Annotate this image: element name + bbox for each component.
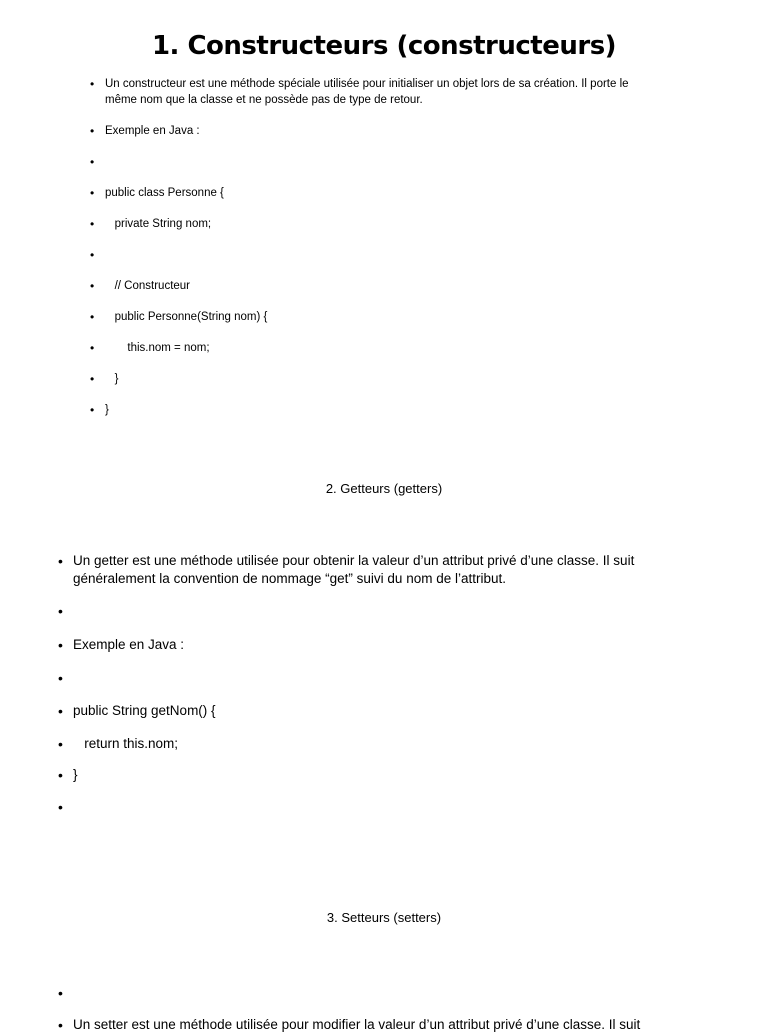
list-item xyxy=(90,76,660,108)
bullet-icon: • xyxy=(58,637,63,653)
list-item-text: Un setter est une méthode utilisée pour modifier la valeur d’un attribut privé d’une classe. Il suit xyxy=(73,1017,641,1032)
list-item xyxy=(90,278,660,294)
setteurs-clipped-line xyxy=(58,1016,698,1033)
list-item xyxy=(90,309,660,325)
bullet-icon: • xyxy=(90,403,95,417)
list-item-text: } xyxy=(105,373,119,385)
list-item-text: public Personne(String nom) { xyxy=(105,311,268,323)
list-item-text: } xyxy=(105,404,109,416)
list-item xyxy=(58,984,648,1002)
list-item-text: Exemple en Java : xyxy=(105,125,200,137)
bullet-icon: • xyxy=(90,341,95,355)
list-item-text: this.nom = nom; xyxy=(105,342,210,354)
page-title: 1. Constructeurs (constructeurs) xyxy=(151,31,617,61)
list-item xyxy=(58,735,648,753)
bullet-icon: • xyxy=(90,248,95,262)
section-heading-getters: 2. Getteurs (getters) xyxy=(325,481,443,496)
bullet-icon: • xyxy=(58,553,63,569)
bullet-icon: • xyxy=(58,670,63,686)
bullet-icon: • xyxy=(90,372,95,386)
bullet-icon: • xyxy=(58,985,63,1001)
bullet-icon: • xyxy=(58,767,63,783)
list-item xyxy=(58,552,648,588)
list-item xyxy=(90,216,660,232)
list-item xyxy=(90,371,660,387)
constructeurs-list xyxy=(90,76,660,418)
list-item-text: Un constructeur est une méthode spéciale utilisée pour initialiser un objet lors de sa création. Il porte le même nom que la classe et ne possède pas de type de retour. xyxy=(105,78,632,106)
list-item xyxy=(58,766,648,784)
list-item xyxy=(58,1016,698,1034)
list-item xyxy=(90,154,660,170)
bullet-icon: • xyxy=(90,155,95,169)
bullet-icon: • xyxy=(90,124,95,138)
bullet-icon: • xyxy=(90,186,95,200)
bullet-icon: • xyxy=(58,703,63,719)
list-item xyxy=(90,185,660,201)
getteurs-list xyxy=(58,552,648,816)
list-item-text: private String nom; xyxy=(105,218,212,230)
list-item xyxy=(90,402,660,418)
list-item xyxy=(58,798,648,816)
list-item-text: public String getNom() { xyxy=(73,703,216,718)
bullet-icon: • xyxy=(90,310,95,324)
list-item-text: // Constructeur xyxy=(105,280,191,292)
list-item xyxy=(90,247,660,263)
section-heading-setters: 3. Setteurs (setters) xyxy=(326,910,442,925)
bullet-icon: • xyxy=(90,77,95,91)
bullet-icon: • xyxy=(58,603,63,619)
bullet-icon: • xyxy=(90,279,95,293)
list-item xyxy=(90,340,660,356)
list-item xyxy=(58,669,648,687)
list-item-text: return this.nom; xyxy=(73,736,179,751)
list-item-text: public class Personne { xyxy=(105,187,224,199)
list-item-text: } xyxy=(73,767,78,782)
setteurs-list xyxy=(58,984,648,1002)
bullet-icon: • xyxy=(58,799,63,815)
list-item xyxy=(58,602,648,620)
list-item-text: Un getter est une méthode utilisée pour obtenir la valeur d’un attribut privé d’une classe. Il suit généralement la convention de nommage “get” suivi du nom de l’attribut. xyxy=(73,553,639,586)
list-item xyxy=(58,636,648,654)
bullet-icon: • xyxy=(90,217,95,231)
list-item-text: Exemple en Java : xyxy=(73,637,185,652)
bullet-icon: • xyxy=(58,736,63,752)
bullet-icon: • xyxy=(58,1017,63,1033)
list-item xyxy=(58,702,648,720)
list-item xyxy=(90,123,660,139)
